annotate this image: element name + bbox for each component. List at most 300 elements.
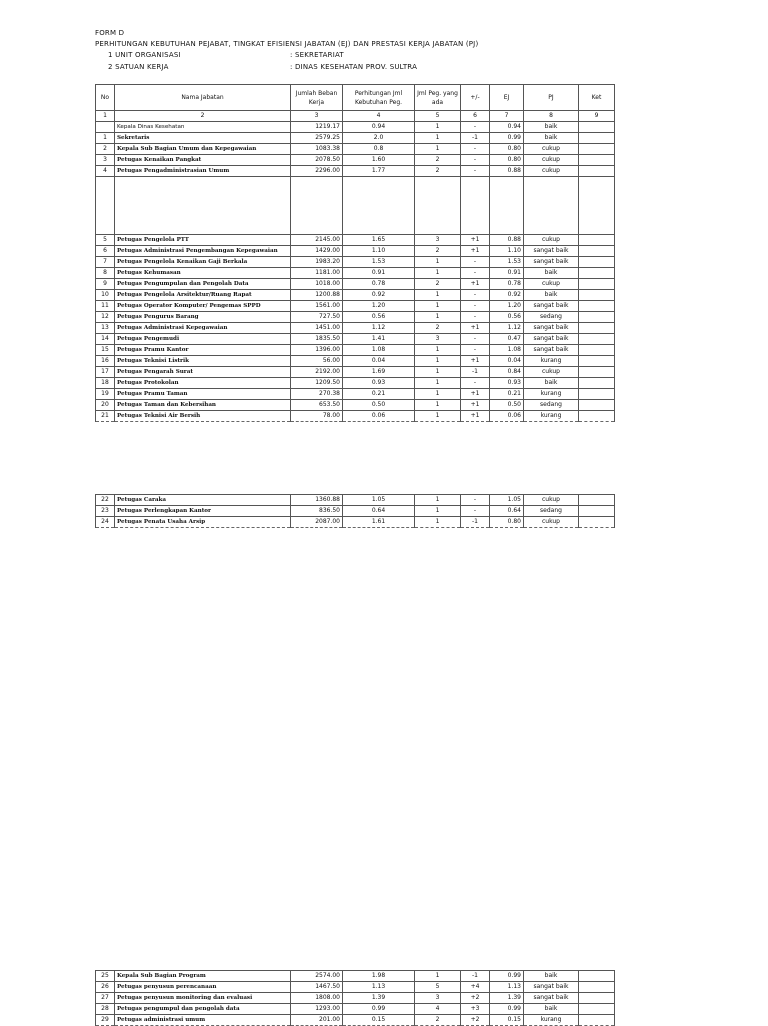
col-number: 4 — [343, 111, 415, 122]
row-ej: 1.08 — [490, 345, 524, 356]
row-plus-minus: +1 — [461, 400, 490, 411]
row-beban-kerja: 1200.88 — [291, 290, 343, 301]
row-ket — [579, 356, 615, 367]
row-kebutuhan: 1.08 — [343, 345, 415, 356]
row-no: 27 — [96, 993, 115, 1004]
row-no: 16 — [96, 356, 115, 367]
row-ej: 0.06 — [490, 411, 524, 422]
row-nama-jabatan: Petugas Administrasi Pengembangan Kepegawaian — [115, 246, 291, 257]
row-no: 2 — [96, 144, 115, 155]
row-no: 21 — [96, 411, 115, 422]
col-number: 3 — [291, 111, 343, 122]
row-jml-peg: 1 — [415, 506, 461, 517]
row-pj: cukup — [524, 235, 579, 246]
jabatan-table-program — [95, 970, 615, 1026]
row-pj: sangat baik — [524, 982, 579, 993]
col-number: 2 — [115, 111, 291, 122]
row-plus-minus: +2 — [461, 1015, 490, 1026]
row-kebutuhan: 1.77 — [343, 166, 415, 177]
col-beban-kerja: Jumlah Beban Kerja — [291, 85, 343, 111]
row-no: 20 — [96, 400, 115, 411]
row-beban-kerja: 1429.00 — [291, 246, 343, 257]
row-beban-kerja: 1293.00 — [291, 1004, 343, 1015]
row-ej: 0.99 — [490, 133, 524, 144]
row-pj: sangat baik — [524, 334, 579, 345]
row-ket — [579, 246, 615, 257]
row-ket — [579, 517, 615, 528]
row-ej: 0.80 — [490, 155, 524, 166]
col-perhitungan: Perhitungan Jml Kebutuhan Peg. — [343, 85, 415, 111]
table-row — [96, 268, 615, 279]
row-kebutuhan: 0.21 — [343, 389, 415, 400]
row-beban-kerja: 1219.17 — [291, 122, 343, 133]
row-no: 14 — [96, 334, 115, 345]
row-nama-jabatan: Petugas Administrasi Kepegawaian — [115, 323, 291, 334]
row-nama-jabatan: Petugas Pengurus Barang — [115, 312, 291, 323]
table-row — [96, 257, 615, 268]
row-no: 23 — [96, 506, 115, 517]
blank-row — [96, 177, 615, 235]
row-plus-minus: +1 — [461, 323, 490, 334]
row-jml-peg: 1 — [415, 122, 461, 133]
row-ej: 0.80 — [490, 144, 524, 155]
row-beban-kerja: 1467.50 — [291, 982, 343, 993]
row-pj: sedang — [524, 312, 579, 323]
row-jml-peg: 2 — [415, 1015, 461, 1026]
row-pj: cukup — [524, 517, 579, 528]
row-ket — [579, 144, 615, 155]
row-no: 1 — [96, 133, 115, 144]
row-jml-peg: 2 — [415, 166, 461, 177]
row-jml-peg: 3 — [415, 334, 461, 345]
row-kebutuhan: 0.99 — [343, 1004, 415, 1015]
row-kebutuhan: 0.8 — [343, 144, 415, 155]
row-beban-kerja: 2579.25 — [291, 133, 343, 144]
row-beban-kerja: 1396.00 — [291, 345, 343, 356]
row-plus-minus: +1 — [461, 246, 490, 257]
row-ej: 1.10 — [490, 246, 524, 257]
row-kebutuhan: 0.94 — [343, 122, 415, 133]
table-row — [96, 144, 615, 155]
row-jml-peg: 1 — [415, 290, 461, 301]
row-ket — [579, 122, 615, 133]
row-kebutuhan: 2.0 — [343, 133, 415, 144]
row-nama-jabatan: Sekretaris — [115, 133, 291, 144]
row-ej: 0.50 — [490, 400, 524, 411]
row-ej: 1.53 — [490, 257, 524, 268]
table-row — [96, 235, 615, 246]
row-jml-peg: 1 — [415, 133, 461, 144]
row-nama-jabatan: Petugas Operator Komputer/ Pengemas SPPD — [115, 301, 291, 312]
table-row — [96, 133, 615, 144]
row-beban-kerja: 56.00 — [291, 356, 343, 367]
row-jml-peg: 1 — [415, 378, 461, 389]
row-ej: 0.84 — [490, 367, 524, 378]
row-jml-peg: 4 — [415, 1004, 461, 1015]
row-jml-peg: 1 — [415, 411, 461, 422]
form-label: FORM D — [95, 29, 125, 37]
row-ket — [579, 312, 615, 323]
row-pj: kurang — [524, 411, 579, 422]
row-pj: kurang — [524, 356, 579, 367]
table-row — [96, 279, 615, 290]
row-no — [96, 122, 115, 133]
row-plus-minus: - — [461, 257, 490, 268]
row-ej: 0.21 — [490, 389, 524, 400]
row-beban-kerja: 653.50 — [291, 400, 343, 411]
row-jml-peg: 2 — [415, 155, 461, 166]
table-row — [96, 411, 615, 422]
row-jml-peg: 1 — [415, 389, 461, 400]
row-no: 7 — [96, 257, 115, 268]
row-pj: baik — [524, 122, 579, 133]
row-beban-kerja: 1983.20 — [291, 257, 343, 268]
row-kebutuhan: 0.56 — [343, 312, 415, 323]
row-no: 9 — [96, 279, 115, 290]
table-row — [96, 982, 615, 993]
row-ej: 0.80 — [490, 517, 524, 528]
table-row — [96, 971, 615, 982]
row-plus-minus: +4 — [461, 982, 490, 993]
row-no: 26 — [96, 982, 115, 993]
row-jml-peg: 1 — [415, 971, 461, 982]
row-kebutuhan: 1.60 — [343, 155, 415, 166]
row-pj: sedang — [524, 400, 579, 411]
col-number: 6 — [461, 111, 490, 122]
row-nama-jabatan: Petugas penyusun monitoring dan evaluasi — [115, 993, 291, 1004]
row-ket — [579, 133, 615, 144]
satuan-kerja-value: : DINAS KESEHATAN PROV. SULTRA — [290, 63, 418, 71]
row-no: 12 — [96, 312, 115, 323]
table-row — [96, 122, 615, 133]
row-jml-peg: 2 — [415, 279, 461, 290]
row-kebutuhan: 0.93 — [343, 378, 415, 389]
row-no: 10 — [96, 290, 115, 301]
col-jml-peg: Jml Peg. yang ada — [415, 85, 461, 111]
row-plus-minus: - — [461, 312, 490, 323]
row-nama-jabatan: Petugas Pengemudi — [115, 334, 291, 345]
jabatan-table-continued — [95, 494, 615, 528]
row-pj: cukup — [524, 495, 579, 506]
row-no: 8 — [96, 268, 115, 279]
row-beban-kerja: 1018.00 — [291, 279, 343, 290]
row-jml-peg: 3 — [415, 235, 461, 246]
row-jml-peg: 1 — [415, 257, 461, 268]
document-title: PERHITUNGAN KEBUTUHAN PEJABAT, TINGKAT EFISIENSI JABATAN (EJ) DAN PRESTASI KERJA JABATAN (PJ) — [95, 40, 479, 48]
row-pj: baik — [524, 133, 579, 144]
col-number: 1 — [96, 111, 115, 122]
row-no: 6 — [96, 246, 115, 257]
row-ej: 0.78 — [490, 279, 524, 290]
row-beban-kerja: 1451.00 — [291, 323, 343, 334]
row-no: 19 — [96, 389, 115, 400]
row-plus-minus: +3 — [461, 1004, 490, 1015]
row-ej: 0.88 — [490, 166, 524, 177]
row-pj: sangat baik — [524, 257, 579, 268]
row-nama-jabatan: Petugas Kehumasan — [115, 268, 291, 279]
row-beban-kerja: 2078.50 — [291, 155, 343, 166]
row-beban-kerja: 2574.00 — [291, 971, 343, 982]
row-ej: 0.91 — [490, 268, 524, 279]
row-jml-peg: 1 — [415, 301, 461, 312]
row-kebutuhan: 0.92 — [343, 290, 415, 301]
row-kebutuhan: 1.05 — [343, 495, 415, 506]
row-plus-minus: - — [461, 506, 490, 517]
row-ej: 0.47 — [490, 334, 524, 345]
row-pj: sedang — [524, 506, 579, 517]
row-nama-jabatan: Petugas Penata Usaha Arsip — [115, 517, 291, 528]
row-kebutuhan: 1.41 — [343, 334, 415, 345]
row-pj: baik — [524, 378, 579, 389]
col-number: 5 — [415, 111, 461, 122]
row-ket — [579, 268, 615, 279]
row-plus-minus: +1 — [461, 411, 490, 422]
row-ej: 0.92 — [490, 290, 524, 301]
row-beban-kerja: 2192.00 — [291, 367, 343, 378]
row-pj: cukup — [524, 166, 579, 177]
row-kebutuhan: 1.98 — [343, 971, 415, 982]
table-row — [96, 495, 615, 506]
row-kebutuhan: 0.15 — [343, 1015, 415, 1026]
row-pj: sangat baik — [524, 301, 579, 312]
row-ket — [579, 400, 615, 411]
row-plus-minus: - — [461, 345, 490, 356]
row-ej: 1.12 — [490, 323, 524, 334]
row-beban-kerja: 727.50 — [291, 312, 343, 323]
row-jml-peg: 1 — [415, 312, 461, 323]
row-ej: 0.64 — [490, 506, 524, 517]
row-pj: sangat baik — [524, 993, 579, 1004]
col-number: 7 — [490, 111, 524, 122]
row-plus-minus: - — [461, 144, 490, 155]
row-pj: baik — [524, 1004, 579, 1015]
row-jml-peg: 2 — [415, 246, 461, 257]
row-ej: 0.94 — [490, 122, 524, 133]
row-pj: cukup — [524, 367, 579, 378]
row-ej: 0.99 — [490, 1004, 524, 1015]
row-beban-kerja: 1561.00 — [291, 301, 343, 312]
table-row — [96, 290, 615, 301]
unit-organisasi-value: : SEKRETARIAT — [290, 51, 344, 59]
row-no: 13 — [96, 323, 115, 334]
row-ket — [579, 301, 615, 312]
row-pj: cukup — [524, 155, 579, 166]
row-no: 18 — [96, 378, 115, 389]
table-row — [96, 155, 615, 166]
row-plus-minus: - — [461, 334, 490, 345]
row-ket — [579, 378, 615, 389]
row-plus-minus: - — [461, 122, 490, 133]
row-jml-peg: 1 — [415, 517, 461, 528]
row-pj: baik — [524, 268, 579, 279]
row-beban-kerja: 201.00 — [291, 1015, 343, 1026]
table-row — [96, 312, 615, 323]
row-plus-minus: +1 — [461, 235, 490, 246]
row-beban-kerja: 270.38 — [291, 389, 343, 400]
row-ket — [579, 993, 615, 1004]
row-nama-jabatan: Petugas administrasi umum — [115, 1015, 291, 1026]
row-jml-peg: 2 — [415, 323, 461, 334]
row-plus-minus: +1 — [461, 356, 490, 367]
row-no: 25 — [96, 971, 115, 982]
row-nama-jabatan: Petugas Pengumpulan dan Pengolah Data — [115, 279, 291, 290]
row-pj: cukup — [524, 144, 579, 155]
row-plus-minus: - — [461, 301, 490, 312]
row-jml-peg: 3 — [415, 993, 461, 1004]
table-row — [96, 367, 615, 378]
row-nama-jabatan: Kepala Sub Bagian Umum dan Kepegawaian — [115, 144, 291, 155]
unit-organisasi-label: 1 UNIT ORGANISASI — [108, 51, 181, 59]
row-kebutuhan: 1.20 — [343, 301, 415, 312]
row-ej: 0.88 — [490, 235, 524, 246]
row-nama-jabatan: Petugas Pengadministrasian Umum — [115, 166, 291, 177]
row-ket — [579, 982, 615, 993]
row-ket — [579, 166, 615, 177]
row-plus-minus: +2 — [461, 993, 490, 1004]
row-no: 11 — [96, 301, 115, 312]
row-pj: sangat baik — [524, 345, 579, 356]
row-no: 3 — [96, 155, 115, 166]
row-kebutuhan: 0.04 — [343, 356, 415, 367]
col-number: 9 — [579, 111, 615, 122]
row-kebutuhan: 1.65 — [343, 235, 415, 246]
satuan-kerja-label: 2 SATUAN KERJA — [108, 63, 169, 71]
row-ej: 0.99 — [490, 971, 524, 982]
row-kebutuhan: 0.91 — [343, 268, 415, 279]
row-pj: sangat baik — [524, 323, 579, 334]
col-no: No — [96, 85, 115, 111]
row-jml-peg: 1 — [415, 144, 461, 155]
row-no: 4 — [96, 166, 115, 177]
row-beban-kerja: 2296.00 — [291, 166, 343, 177]
row-jml-peg: 1 — [415, 268, 461, 279]
row-jml-peg: 1 — [415, 356, 461, 367]
row-pj: sangat baik — [524, 246, 579, 257]
row-plus-minus: - — [461, 378, 490, 389]
table-row — [96, 301, 615, 312]
row-nama-jabatan: Petugas Teknisi Air Bersih — [115, 411, 291, 422]
row-kebutuhan: 1.69 — [343, 367, 415, 378]
row-kebutuhan: 1.53 — [343, 257, 415, 268]
row-beban-kerja: 1360.88 — [291, 495, 343, 506]
table-header-row — [96, 85, 615, 111]
row-ket — [579, 290, 615, 301]
table-row — [96, 246, 615, 257]
row-nama-jabatan: Kepala Sub Bagian Program — [115, 971, 291, 982]
row-ket — [579, 155, 615, 166]
row-nama-jabatan: Kepala Dinas Kesehatan — [115, 122, 291, 133]
row-jml-peg: 1 — [415, 345, 461, 356]
row-ket — [579, 1004, 615, 1015]
row-beban-kerja: 2087.00 — [291, 517, 343, 528]
table-row — [96, 323, 615, 334]
row-pj: kurang — [524, 389, 579, 400]
row-nama-jabatan: Petugas Protokolan — [115, 378, 291, 389]
row-ej: 0.15 — [490, 1015, 524, 1026]
row-nama-jabatan: Petugas Caraka — [115, 495, 291, 506]
row-jml-peg: 1 — [415, 400, 461, 411]
row-pj: kurang — [524, 1015, 579, 1026]
column-number-row — [96, 111, 615, 122]
row-plus-minus: +1 — [461, 389, 490, 400]
col-ej: EJ — [490, 85, 524, 111]
row-nama-jabatan: Petugas Taman dan Kebersihan — [115, 400, 291, 411]
row-kebutuhan: 1.13 — [343, 982, 415, 993]
table-row — [96, 378, 615, 389]
row-beban-kerja: 2145.00 — [291, 235, 343, 246]
row-nama-jabatan: Petugas Pengarah Surat — [115, 367, 291, 378]
row-ket — [579, 367, 615, 378]
row-nama-jabatan: Petugas Pramu Taman — [115, 389, 291, 400]
row-ej: 1.05 — [490, 495, 524, 506]
row-no: 28 — [96, 1004, 115, 1015]
col-nama-jabatan: Nama Jabatan — [115, 85, 291, 111]
row-beban-kerja: 1181.00 — [291, 268, 343, 279]
row-ket — [579, 279, 615, 290]
table-row — [96, 993, 615, 1004]
table-row — [96, 345, 615, 356]
row-beban-kerja: 836.50 — [291, 506, 343, 517]
row-nama-jabatan: Petugas pengumpul dan pengolah data — [115, 1004, 291, 1015]
col-number: 8 — [524, 111, 579, 122]
row-ket — [579, 495, 615, 506]
table-row — [96, 166, 615, 177]
row-nama-jabatan: Petugas Pengelola PTT — [115, 235, 291, 246]
row-kebutuhan: 0.78 — [343, 279, 415, 290]
row-ej: 1.39 — [490, 993, 524, 1004]
row-beban-kerja: 1808.00 — [291, 993, 343, 1004]
table-row — [96, 389, 615, 400]
row-ket — [579, 506, 615, 517]
row-ket — [579, 235, 615, 246]
row-nama-jabatan: Petugas Pramu Kantor — [115, 345, 291, 356]
row-jml-peg: 1 — [415, 495, 461, 506]
row-plus-minus: +1 — [461, 279, 490, 290]
row-nama-jabatan: Petugas Pengelola Kenaikan Gaji Berkala — [115, 257, 291, 268]
row-no: 29 — [96, 1015, 115, 1026]
table-row — [96, 506, 615, 517]
col-ket: Ket — [579, 85, 615, 111]
row-beban-kerja: 1209.50 — [291, 378, 343, 389]
row-kebutuhan: 1.12 — [343, 323, 415, 334]
row-plus-minus: - — [461, 155, 490, 166]
table-row — [96, 400, 615, 411]
row-plus-minus: -1 — [461, 517, 490, 528]
table-row — [96, 1004, 615, 1015]
row-kebutuhan: 1.61 — [343, 517, 415, 528]
row-beban-kerja: 1083.38 — [291, 144, 343, 155]
table-row — [96, 517, 615, 528]
row-kebutuhan: 1.10 — [343, 246, 415, 257]
col-plus-minus: +/- — [461, 85, 490, 111]
row-jml-peg: 5 — [415, 982, 461, 993]
row-ej: 1.13 — [490, 982, 524, 993]
row-plus-minus: - — [461, 495, 490, 506]
row-ej: 0.93 — [490, 378, 524, 389]
row-beban-kerja: 1835.50 — [291, 334, 343, 345]
row-ej: 1.20 — [490, 301, 524, 312]
row-ket — [579, 345, 615, 356]
row-nama-jabatan: Petugas Teknisi Listrik — [115, 356, 291, 367]
row-no: 5 — [96, 235, 115, 246]
row-ket — [579, 257, 615, 268]
row-plus-minus: -1 — [461, 133, 490, 144]
row-ket — [579, 411, 615, 422]
table-row — [96, 334, 615, 345]
row-plus-minus: -1 — [461, 971, 490, 982]
row-plus-minus: - — [461, 166, 490, 177]
jabatan-table — [95, 84, 615, 422]
